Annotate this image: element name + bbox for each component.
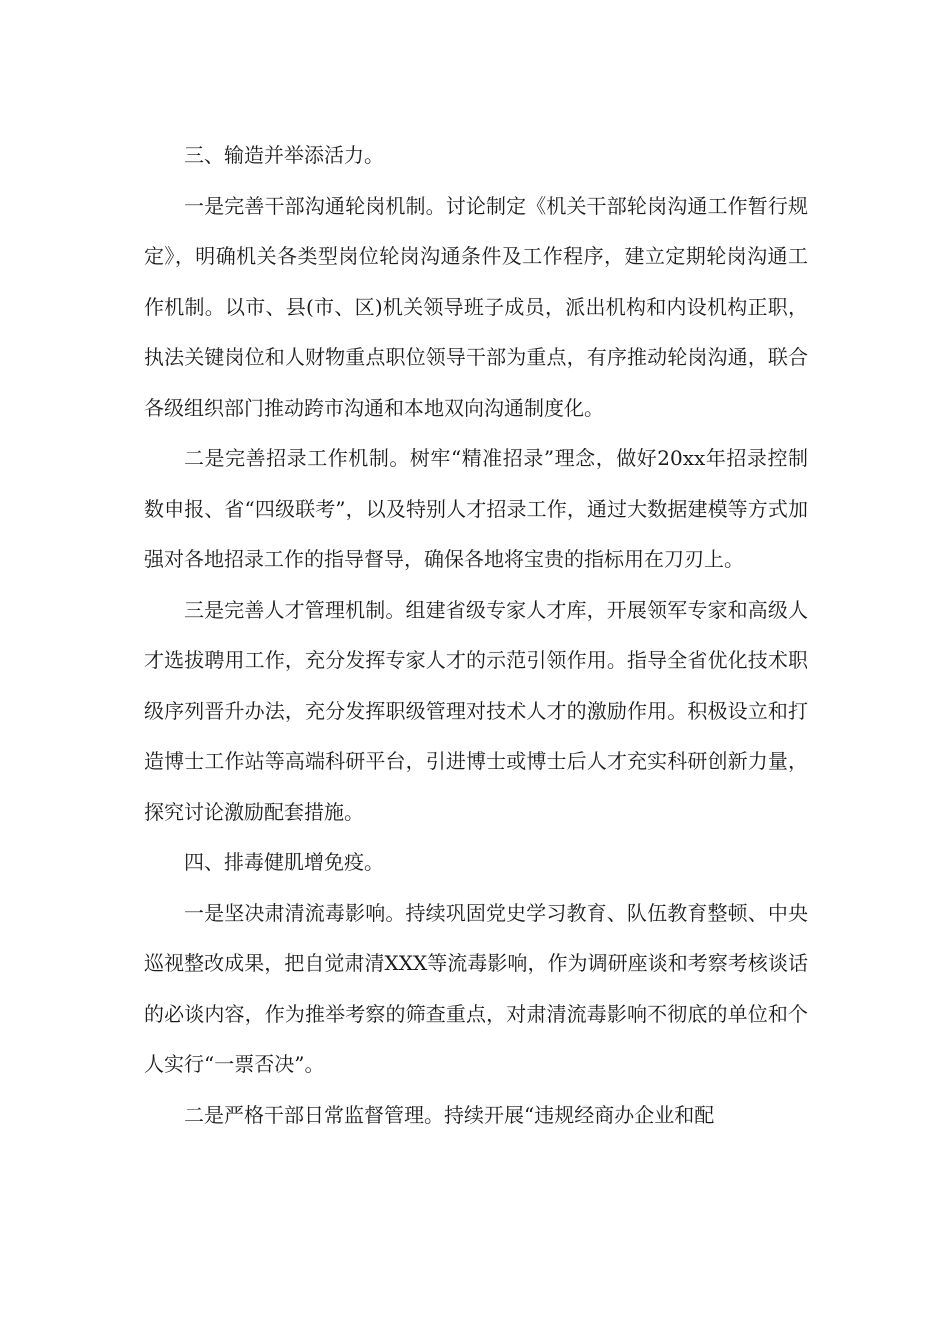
paragraph-recruitment-mechanism: 二是完善招录工作机制。树牢“精准招录”理念，做好20xx年招录控制数申报、省“四级联考”，以及特别人才招录工作，通过大数据建模等方式加强对各地招录工作的指导督导，确保各地将宝贵的指标用在刀刃上。 [144,446,808,571]
paragraph-rotation-mechanism: 一是完善干部沟通轮岗机制。讨论制定《机关干部轮岗沟通工作暂行规定》，明确机关各类型岗位轮岗沟通条件及工作程序，建立定期轮岗沟通工作机制。以市、县(市、区)机关领导班子成员，派出机构和内设机构正职，执法关键岗位和人财物重点职位领导干部为重点，有序推动轮岗沟通，联合各级组织部门推动跨市沟通和本地双向沟通制度化。 [144,193,808,420]
paragraph-eliminate-influence: 一是坚决肃清流毒影响。持续巩固党史学习教育、队伍教育整顿、中央巡视整改成果，把自觉肃清XXX等流毒影响，作为调研座谈和考察考核谈话的必谈内容，作为推举考察的筛查重点，对肃清流毒影响不彻底的单位和个人实行“一票否决”。 [144,900,808,1076]
section-heading-three: 三、输造并举添活力。 [184,143,384,167]
document-body [144,130,808,1140]
paragraph-daily-supervision: 二是严格干部日常监督管理。持续开展“违规经商办企业和配 [184,1102,715,1127]
section-heading-four: 四、排毒健肌增免疫。 [184,850,384,874]
paragraph-talent-management: 三是完善人才管理机制。组建省级专家人才库，开展领军专家和高级人才选拔聘用工作，充分发挥专家人才的示范引领作用。指导全省优化技术职级序列晋升办法，充分发挥职级管理对技术人才的激励作用。积极设立和打造博士工作站等高端科研平台，引进博士或博士后人才充实科研创新力量，探究讨论激励配套措施。 [144,597,808,824]
